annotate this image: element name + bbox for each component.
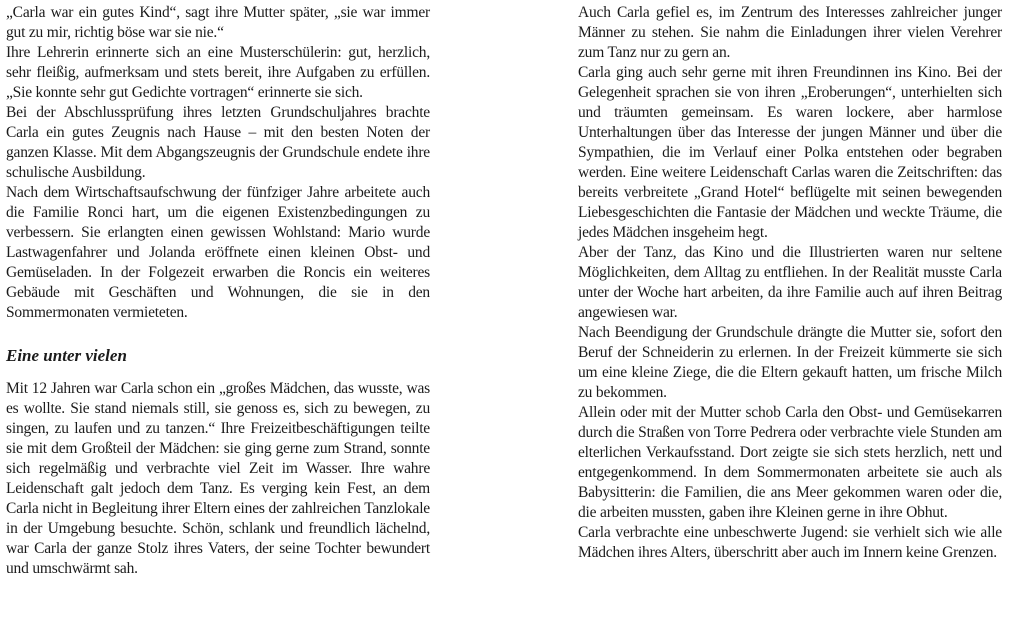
paragraph: Bei der Abschlussprüfung ihres letzten Grundschuljahres brachte Carla ein gutes Zeugnis nach Hause – mit den besten Noten der ganzen Klasse. Mit dem Abgangszeugnis der Grundschule endete ihre schulische Ausbildung. [6, 104, 430, 181]
paragraph: Nach dem Wirtschaftsaufschwung der fünfziger Jahre arbeitete auch die Familie Ronci hart, um die eigenen Existenzbedingungen zu verbessern. Sie erlangten einen gewissen Wohlstand: Mario wurde Lastwagenfahrer und Jolanda eröffnete einen kleinen Obst- und Gemüseladen. In der Folgezeit erwarben die Roncis ein weiteres Gebäude mit Geschäften und Wohnungen, die sie in den Sommermonaten vermieteten. [6, 184, 430, 321]
paragraph: Auch Carla gefiel es, im Zentrum des Interesses zahlreicher junger Männer zu stehen. Sie nahm die Einladungen ihrer vielen Verehrer zum Tanz nur zu gern an. [578, 4, 1002, 61]
paragraph: Carla ging auch sehr gerne mit ihren Freundinnen ins Kino. Bei der Gelegenheit sprachen sie von ihren „Eroberungen“, unterhielten sich und träumten gemeinsam. Es waren lockere, aber harmlose Unterhaltungen über das Interesse der jungen Männer und über die Sympathien, die im Verlauf einer Polka entstehen oder begraben werden. Eine weitere Leidenschaft Carlas waren die Zeitschriften: das bereits verbreitete „Grand Hotel“ beflügelte mit seinen bewegenden Liebesgeschichten die Fantasie der Mädchen und weckte Träume, die jedes Mädchen insgeheim hegt. [578, 64, 1002, 241]
paragraph: Carla verbrachte eine unbeschwerte Jugend: sie verhielt sich wie alle Mädchen ihres Alters, überschritt aber auch im Innern keine Grenzen. [578, 524, 1002, 561]
paragraph: Mit 12 Jahren war Carla schon ein „großes Mädchen, das wusste, was es wollte. Sie stand niemals still, sie genoss es, sich zu bewegen, zu singen, zu laufen und zu tanzen.“ Ihre Freizeitbeschäftigungen teilte sie mit dem Großteil der Mädchen: sie ging gerne zum Strand, sonnte sich regelmäßig und verbrachte viel Zeit im Wasser. Ihre wahre Leidenschaft galt jedoch dem Tanz. Es verging kein Fest, an dem Carla nicht in Begleitung ihrer Eltern eines der zahlreichen Tanzlokale in der Umgebung besuchte. Schön, schlank und freundlich lächelnd, war Carla der ganze Stolz ihres Vaters, der seine Tochter bewundert und umschwärmt sah. [6, 380, 430, 577]
paragraph: Allein oder mit der Mutter schob Carla den Obst- und Gemüsekarren durch die Straßen von Torre Pedrera oder verbrachte viele Stunden am elterlichen Verkaufsstand. Dort zeigte sie sich stets herzlich, nett und entgegenkommend. In dem Sommermonaten arbeitete sie auch als Babysitterin: die Familien, die ans Meer gekommen waren oder die, die arbeiten mussten, gaben ihre Kleinen gerne in ihre Obhut. [578, 404, 1002, 521]
paragraph: Aber der Tanz, das Kino und die Illustrierten waren nur seltene Möglichkeiten, dem Alltag zu entfliehen. In der Realität musste Carla unter der Woche hart arbeiten, da ihre Familie auch auf ihren Beitrag angewiesen war. [578, 244, 1002, 321]
left-column [6, 3, 430, 579]
right-column [578, 3, 1002, 563]
section-heading: Eine unter vielen [6, 346, 127, 365]
paragraph: „Carla war ein gutes Kind“, sagt ihre Mutter später, „sie war immer gut zu mir, richtig böse war sie nie.“ [6, 4, 430, 41]
paragraph: Ihre Lehrerin erinnerte sich an eine Musterschülerin: gut, herzlich, sehr fleißig, aufmerksam und stets bereit, ihre Aufgaben zu erfüllen. „Sie konnte sehr gut Gedichte vortragen“ erinnerte sie sich. [6, 44, 430, 101]
paragraph: Nach Beendigung der Grundschule drängte die Mutter sie, sofort den Beruf der Schneiderin zu erlernen. In der Freizeit kümmerte sie sich um eine kleine Ziege, die die Eltern gekauft hatten, um frische Milch zu bekommen. [578, 324, 1002, 401]
